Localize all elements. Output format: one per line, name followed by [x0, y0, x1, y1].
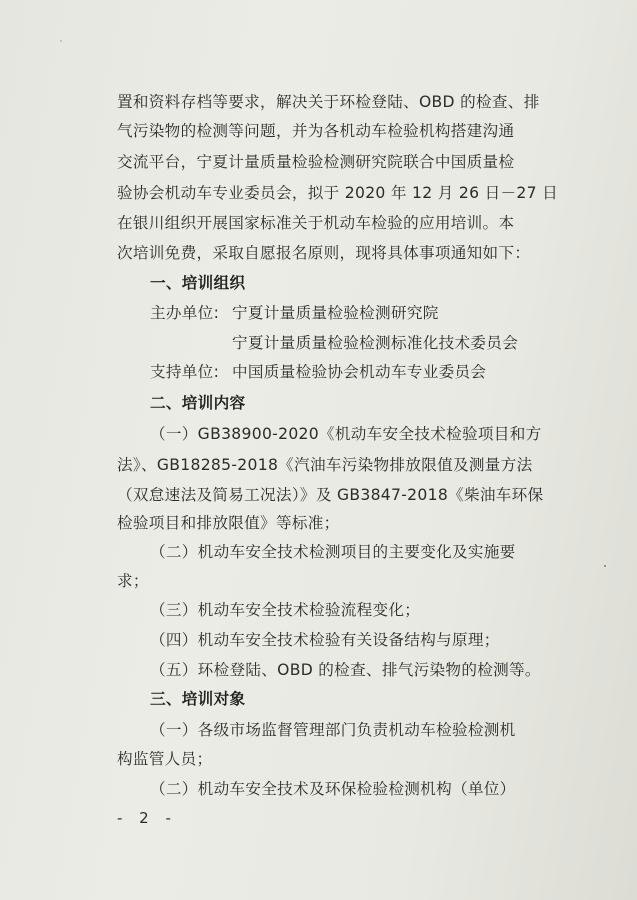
content-item-2-line: （二）机动车安全技术检测项目的主要变化及实施要: [150, 543, 516, 561]
paper-speck: [60, 40, 62, 42]
content-item-1-line: （一）GB38900-2020《机动车安全技术检验项目和方: [150, 425, 542, 443]
organizer-name: 宁夏计量质量检验检测研究院: [232, 304, 439, 322]
organizer-name: 宁夏计量质量检验检测标准化技术委员会: [232, 334, 519, 352]
body-text-line: [117, 152, 514, 172]
section-heading-organization: 一、培训组织: [150, 274, 246, 292]
content-item-1-line: 检验项目和排放限值》等标准；: [117, 514, 340, 532]
section-heading-content: 二、培训内容: [150, 394, 246, 412]
audience-item-2: （二）机动车安全技术及环保检验检测机构（单位）: [150, 780, 516, 798]
content-item-4: （四）机动车安全技术检验有关设备结构与原理；: [150, 631, 500, 649]
body-text: 验协会机动车专业委员会，拟于 2020 年 12 月 26 日－27 日: [117, 184, 558, 202]
body-text: 在银川组织开展国家标准关于机动车检验的应用培训。本: [117, 214, 515, 232]
audience-item-1-line: （一）各级市场监督管理部门负责机动车检验检测机: [150, 721, 516, 739]
body-text: 置和资料存档等要求，解决关于环检登陆、OBD 的检查、排: [117, 93, 540, 111]
content-item-1-line: 法》、GB18285-2018《汽油车污染物排放限值及测量方法: [117, 456, 533, 474]
content-item-5: （五）环检登陆、OBD 的检查、排气污染物的检测等。: [150, 661, 541, 679]
body-text-line: [117, 183, 558, 203]
content-item-1-line: （双怠速法及简易工况法）》及 GB3847-2018《柴油车环保: [117, 486, 544, 504]
content-item-2-line: 求；: [117, 572, 149, 590]
body-text: 次培训免费，采取自愿报名原则，现将具体事项通知如下：: [117, 244, 531, 262]
body-text: 交流平台，宁夏计量质量检验检测研究院联合中国质量检: [117, 153, 515, 171]
body-text-line: [117, 243, 530, 263]
body-text-line: [117, 121, 525, 141]
supporter-label: 支持单位:: [150, 363, 220, 381]
audience-item-1-line: 构监管人员；: [117, 750, 213, 768]
section-heading-audience: 三、培训对象: [150, 690, 246, 708]
page-number: - 2 -: [117, 809, 177, 827]
body-text-line: [117, 92, 540, 112]
body-text-line: [117, 213, 514, 233]
supporter-name: 中国质量检验协会机动车专业委员会: [232, 363, 487, 381]
paper-speck: [604, 565, 606, 567]
organizer-label: 主办单位:: [150, 304, 220, 322]
content-item-3: （三）机动车安全技术检验流程变化；: [150, 601, 421, 619]
body-text: 气污染物的检测等问题，并为各机动车检验机构搭建沟通: [117, 122, 515, 140]
